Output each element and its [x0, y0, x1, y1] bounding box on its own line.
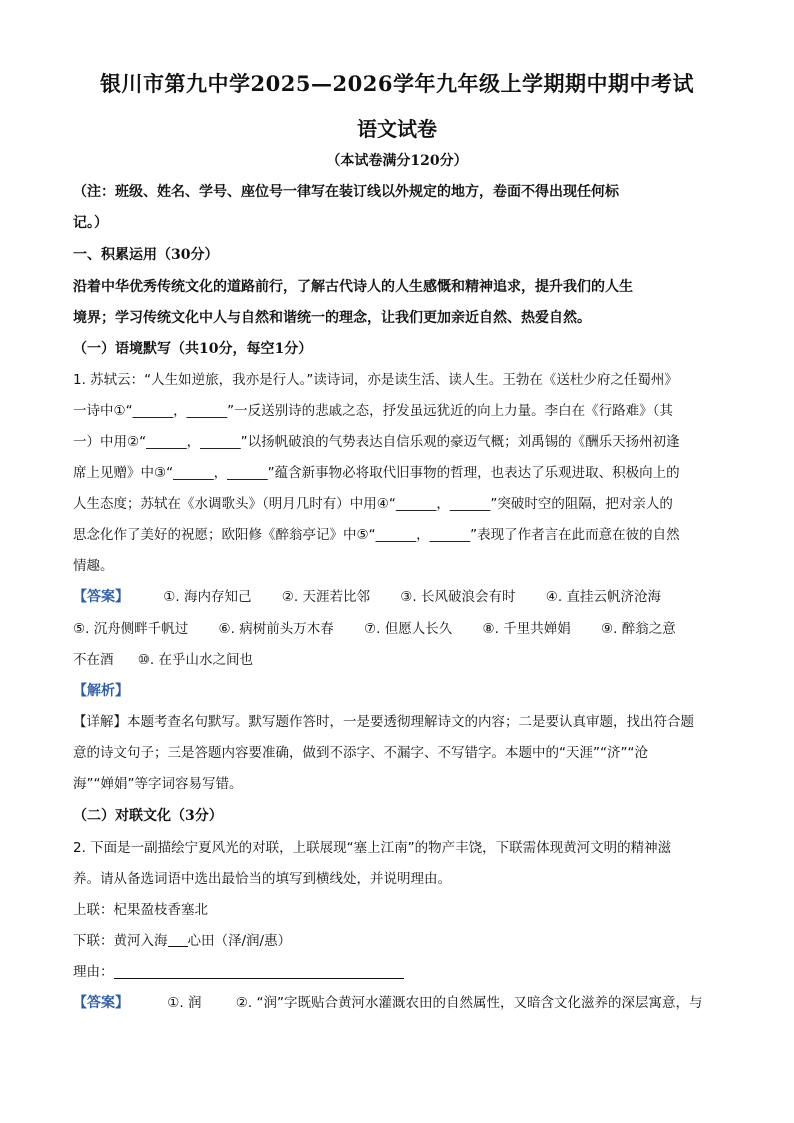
answer-row-2: [73, 619, 676, 639]
intro-line-2: 境界；学习传统文化中人与自然和谐统一的理念，让我们更加亲近自然、热爱自然。: [73, 310, 591, 326]
analysis-tag: 【解析】: [73, 683, 129, 699]
answer-item: ⑦. 但愿人长久: [364, 621, 453, 637]
answer-item: ②. “润”字既贴合黄河水灌溉农田的自然属性，又暗含文化滋养的深层寓意，与: [235, 995, 703, 1011]
lower-couplet: 下联：黄河入海 心田（泽/润/惠）: [73, 933, 292, 949]
answer2-row: [73, 993, 703, 1013]
detail-line: 意的诗文句子；三是答题内容要准确，做到不添字、不漏字、不写错字。本题中的“天涯”“济”“沧: [73, 745, 648, 761]
answer-item: ②. 天涯若比邻: [281, 589, 370, 605]
answer-item: ③. 长风破浪会有时: [400, 589, 516, 605]
q1-line: 1. 苏轼云：“人生如逆旅，我亦是行人。”读诗词，亦是读生活、读人生。王勃在《送杜少府之任蜀州》: [73, 372, 678, 388]
answer-item: ⑧. 千里共婵娟: [482, 621, 571, 637]
notice-line-1: （注：班级、姓名、学号、座位号一律写在装订线以外规定的地方，卷面不得出现任何标: [73, 184, 619, 200]
answer-row-3: [73, 650, 253, 670]
answer-tag: 【答案】: [73, 995, 129, 1011]
q1-line: 人生态度；苏轼在《水调歌头》（明月几时有）中用④“______，______”突破时空的阻隔，把对亲人的: [73, 496, 673, 512]
q1-line: 席上见赠》中③“______，______”蕴含新事物必将取代旧事物的哲理，也表达了乐观进取、积极向上的: [73, 465, 680, 481]
answer-item: ①. 润: [167, 995, 202, 1011]
q1-line: 情趣。: [73, 558, 114, 574]
answer-item: ⑤. 沉舟侧畔千帆过: [73, 621, 189, 637]
q1-line: 一诗中①“______，______”一反送别诗的悲戚之态，抒发虽远犹近的向上力量。李白在《行路难》（其: [73, 403, 673, 419]
q1-line: 思念化作了美好的祝愿；欧阳修《醉翁亭记》中⑤“______，______”表现了作者言在此而意在彼的自然: [73, 527, 680, 543]
q1-line: 一）中用②“______，______”以扬帆破浪的气势表达自信乐观的豪迈气概；刘禹锡的《酬乐天扬州初逢: [73, 434, 680, 450]
q2-line: 养。请从备选词语中选出最恰当的填写到横线处，并说明理由。: [73, 871, 451, 887]
score-note: （本试卷满分120分）: [326, 153, 468, 169]
reason-blank: [114, 964, 404, 979]
detail-line: 【详解】本题考查名句默写。默写题作答时，一是要透彻理解诗文的内容；二是要认真审题，找出符合题: [73, 714, 694, 730]
exam-title: 银川市第九中学2025—2026学年九年级上学期期中期中考试: [100, 71, 694, 96]
answer-item: 不在酒: [73, 652, 114, 668]
notice-line-2: 记。）: [73, 215, 108, 231]
q2-line: 2. 下面是一副描绘宁夏风光的对联，上联展现“塞上江南”的物产丰饶，下联需体现黄河文明的精神滋: [73, 840, 672, 856]
answer-item: ④. 直挂云帆济沧海: [545, 589, 661, 605]
exam-subject: 语文试卷: [357, 117, 437, 141]
answer-tag: 【答案】: [73, 589, 129, 605]
answer-item: ⑩. 在乎山水之间也: [137, 652, 253, 668]
part1-heading: （一）语境默写（共10分，每空1分）: [73, 341, 313, 357]
answer-item: ⑨. 醉翁之意: [601, 621, 676, 637]
intro-line-1: 沿着中华优秀传统文化的道路前行，了解古代诗人的人生感慨和精神追求，提升我们的人生: [73, 279, 633, 295]
upper-couplet: 上联：杞果盈枝香塞北: [73, 902, 208, 918]
reason-row: [73, 962, 404, 982]
reason-label: 理由：: [73, 964, 114, 980]
answer-row-1: [73, 587, 661, 607]
answer-item: ⑥. 病树前头万木春: [218, 621, 334, 637]
answer-item: ①. 海内存知己: [163, 589, 252, 605]
couplet-blank: [168, 933, 188, 947]
detail-line: 海”“婵娟”等字词容易写错。: [73, 776, 243, 792]
part2-heading: （二）对联文化（3分）: [73, 808, 223, 824]
section-heading: 一、积累运用（30分）: [73, 247, 219, 263]
analysis-row: [73, 681, 129, 701]
